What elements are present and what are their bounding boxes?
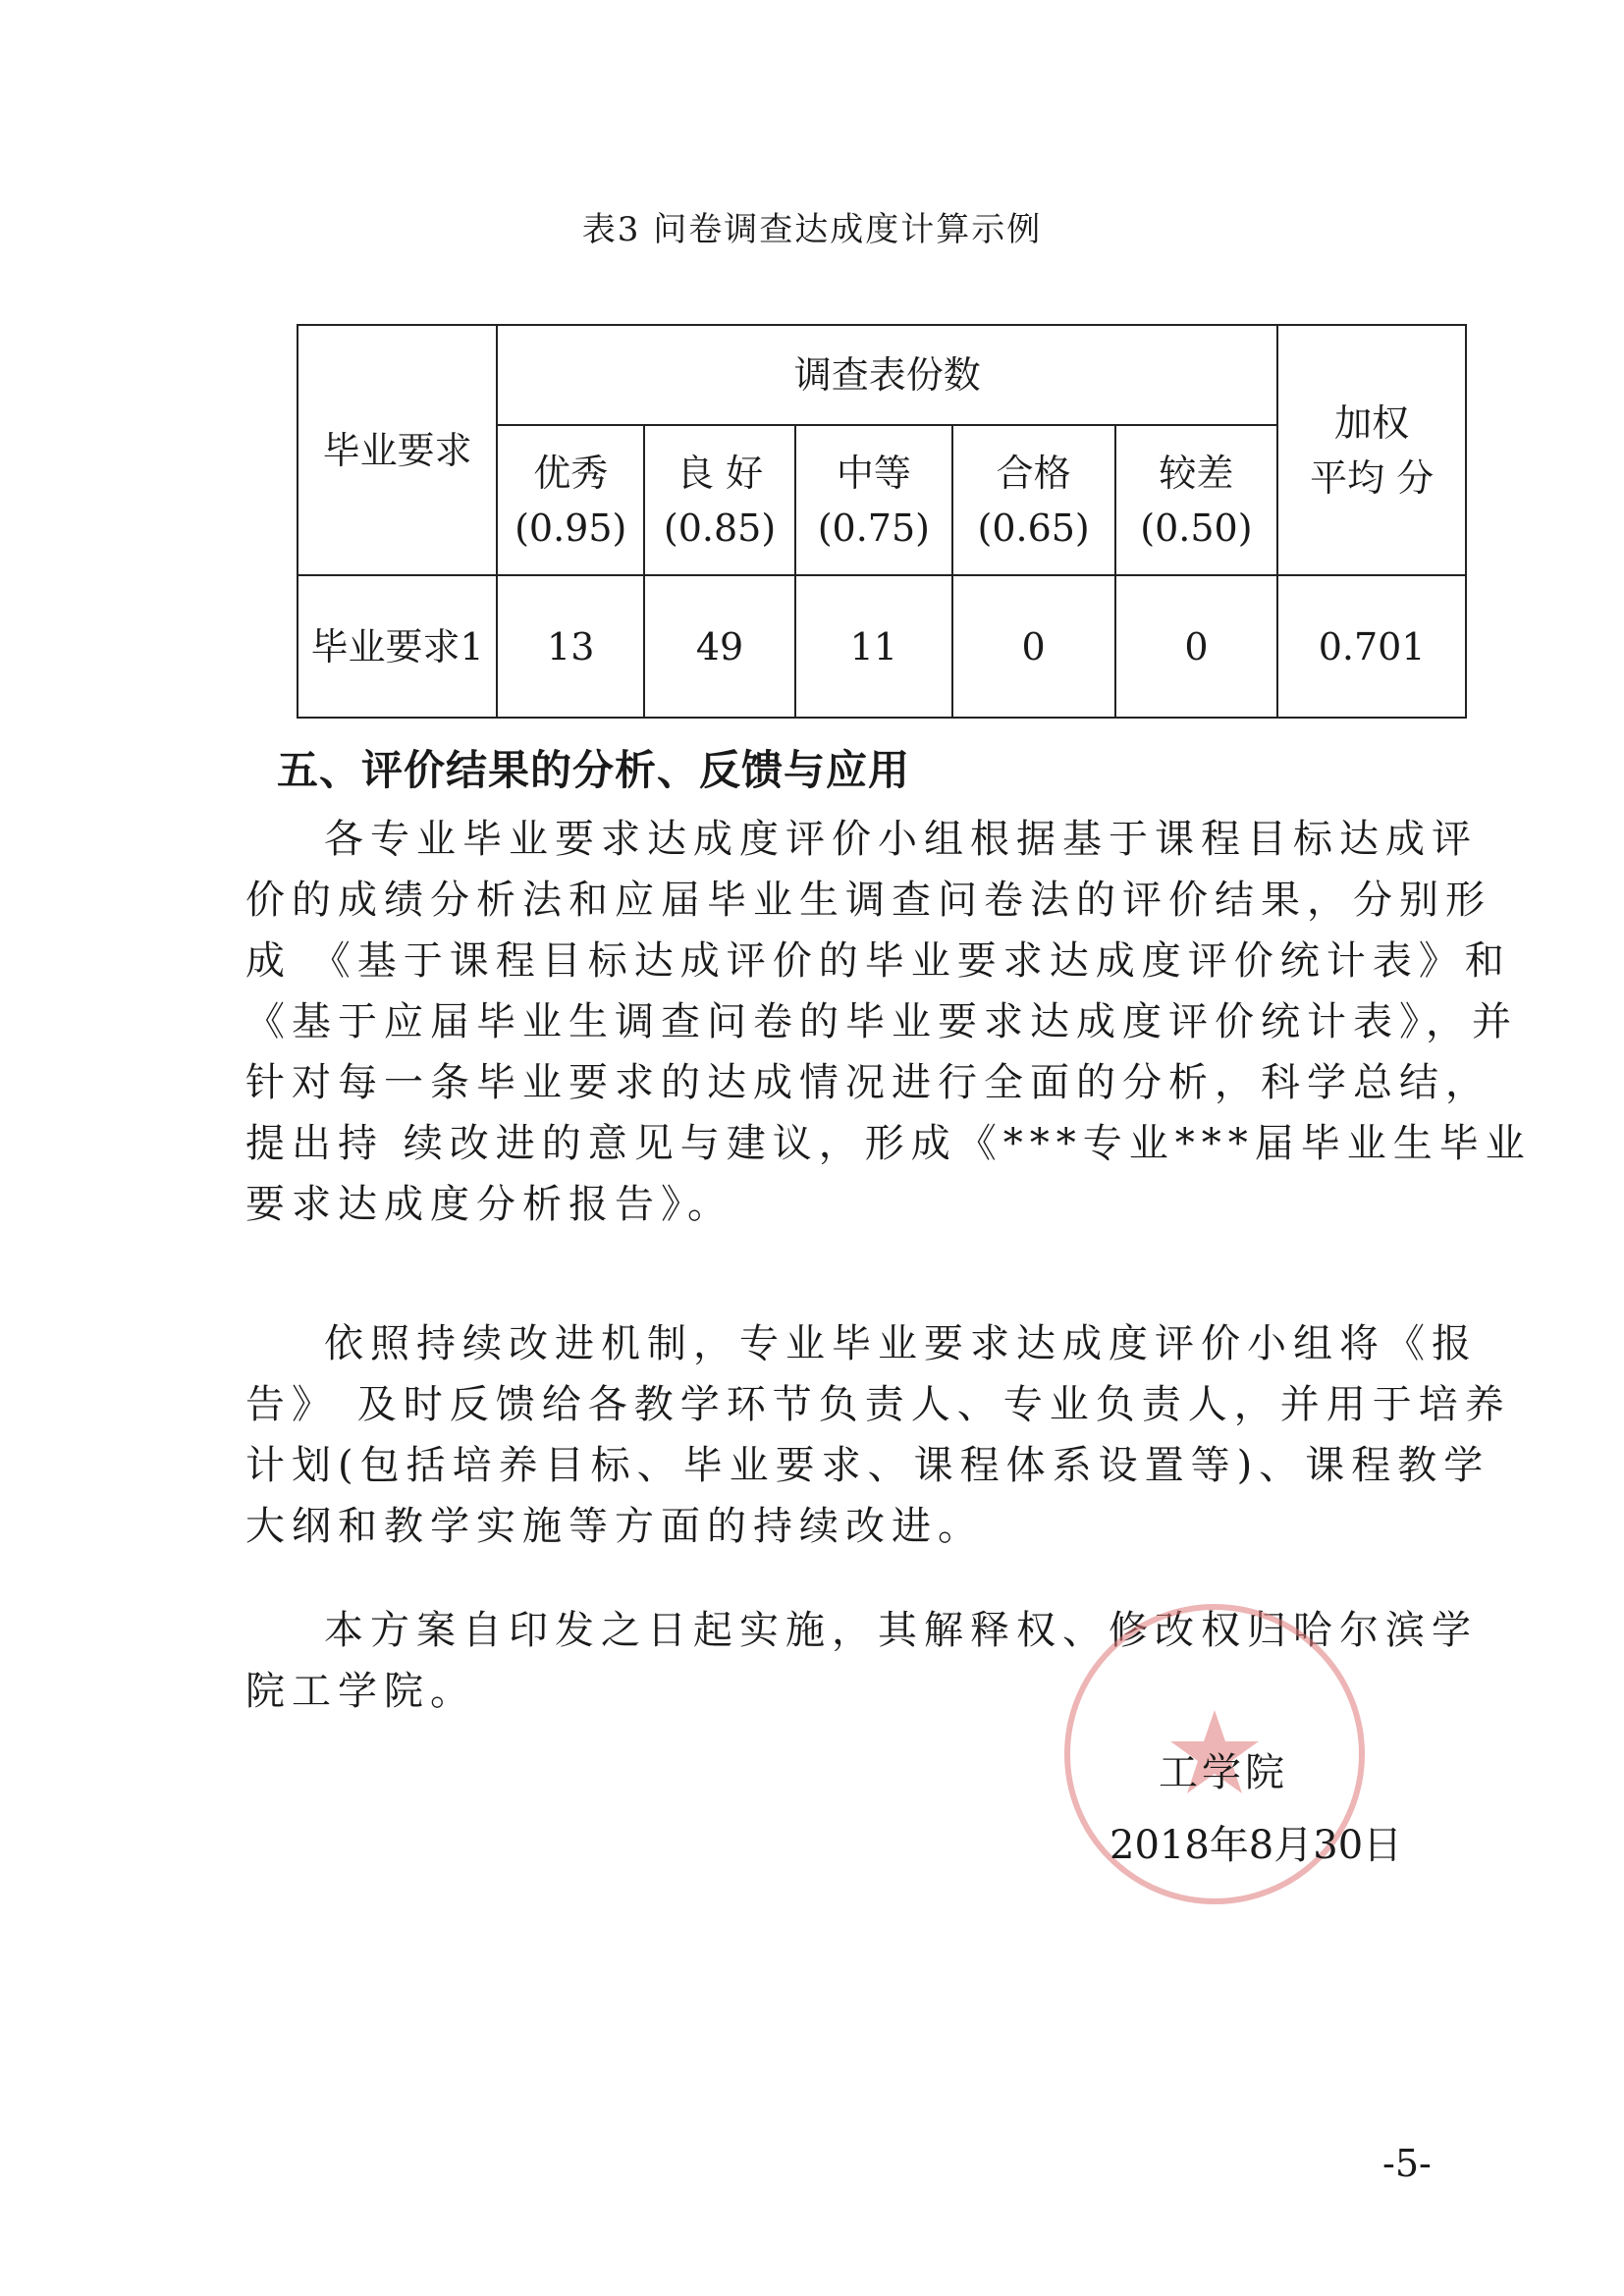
signature-date: 2018年8月30日 — [1110, 1823, 1403, 1868]
paragraph-line: 各专业毕业要求达成度评价小组根据基于课程目标达成评 — [324, 817, 1478, 862]
signature-unit: 工学院 — [1159, 1750, 1288, 1795]
level-name: 中等 — [836, 451, 911, 495]
paragraph-line: 院工学院。 — [245, 1669, 476, 1714]
table-caption: 表3 问卷调查达成度计算示例 — [581, 210, 1043, 249]
paragraph-line: 针对每一条毕业要求的达成情况进行全面的分析，科学总结， — [245, 1060, 1491, 1105]
paragraph-line: 大纲和教学实施等方面的持续改进。 — [245, 1504, 984, 1549]
header-weighted-line1: 加权 — [1334, 400, 1410, 445]
level-medium — [795, 425, 952, 575]
paragraph-line: 要求达成度分析报告》。 — [245, 1182, 733, 1227]
count-excellent: 13 — [497, 575, 644, 718]
level-name: 优秀 — [533, 451, 609, 495]
paragraph-line: 依照持续改进机制，专业毕业要求达成度评价小组将《报 — [324, 1321, 1478, 1366]
paragraph-line: 计划(包括培养目标、毕业要求、课程体系设置等)、课程教学 — [245, 1443, 1490, 1488]
level-name: 良 好 — [676, 451, 764, 495]
level-good — [644, 425, 795, 575]
weighted-average-value: 0.701 — [1277, 575, 1466, 718]
level-poor — [1115, 425, 1278, 575]
paragraph-2 — [245, 1313, 1511, 1557]
level-excellent — [497, 425, 644, 575]
section-heading: 五、评价结果的分析、反馈与应用 — [277, 746, 911, 794]
paragraph-1 — [245, 809, 1532, 1235]
level-pass — [952, 425, 1115, 575]
level-name: 合格 — [996, 451, 1071, 495]
row-label: 毕业要求1 — [298, 575, 497, 718]
survey-table — [297, 324, 1467, 719]
level-weight: (0.85) — [663, 506, 777, 550]
count-good: 49 — [644, 575, 795, 718]
count-pass: 0 — [952, 575, 1115, 718]
level-weight: (0.75) — [817, 506, 930, 550]
paragraph-line: 本方案自印发之日起实施，其解释权、修改权归哈尔滨学 — [324, 1608, 1478, 1653]
paragraph-line: 提出持 续改进的意见与建议，形成《***专业***届毕业生毕业 — [245, 1121, 1532, 1166]
table-row — [298, 575, 1466, 718]
paragraph-line: 成 《基于课程目标达成评价的毕业要求达成度评价统计表》和 — [245, 938, 1511, 984]
header-requirement: 毕业要求 — [298, 325, 497, 575]
count-medium: 11 — [795, 575, 952, 718]
level-weight: (0.50) — [1140, 506, 1253, 550]
paragraph-line: 告》 及时反馈给各教学环节负责人、专业负责人，并用于培养 — [245, 1382, 1511, 1427]
page-number: -5- — [1382, 2142, 1432, 2185]
count-poor: 0 — [1115, 575, 1278, 718]
level-weight: (0.65) — [977, 506, 1090, 550]
paragraph-line: 价的成绩分析法和应届毕业生调查问卷法的评价结果，分别形 — [245, 878, 1491, 923]
header-weighted-line2: 平均 分 — [1310, 455, 1435, 500]
level-name: 较差 — [1159, 451, 1234, 495]
level-weight: (0.95) — [514, 506, 627, 550]
header-survey-count: 调查表份数 — [497, 325, 1277, 425]
paragraph-line: 《基于应届毕业生调查问卷的毕业要求达成度评价统计表》，并 — [245, 999, 1518, 1044]
header-weighted-average — [1277, 325, 1466, 575]
